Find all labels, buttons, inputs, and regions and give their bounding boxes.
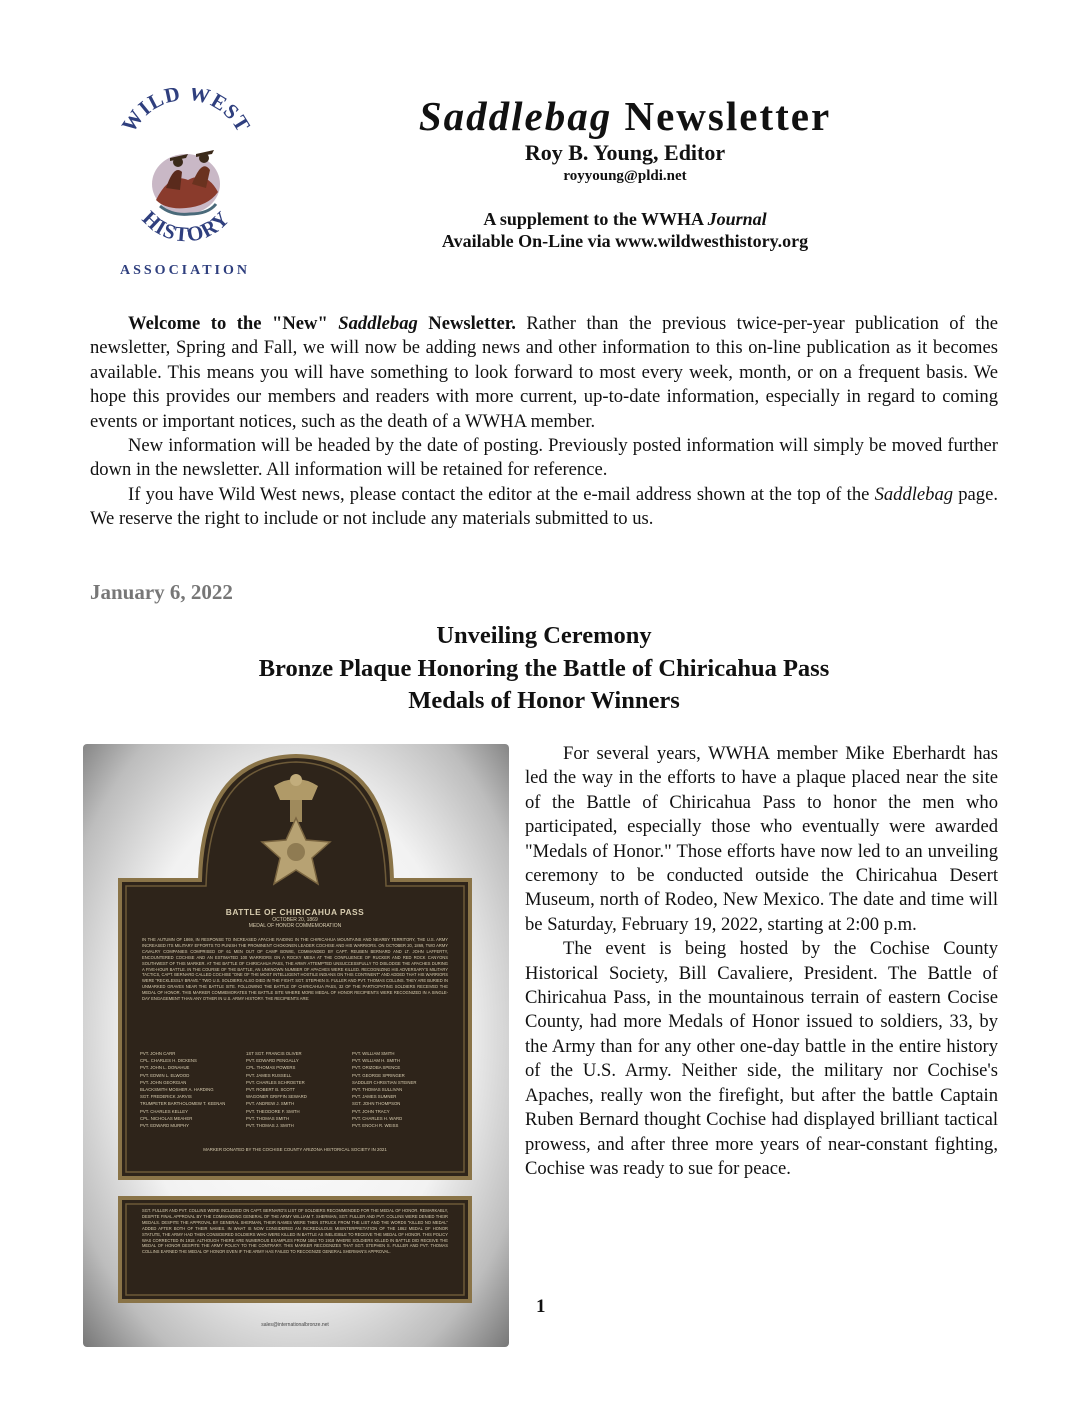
recipient-name: TRUMPETER BARTHOLOMEW T. KEENAN (140, 1101, 226, 1107)
logo-bottom-text: ASSOCIATION (120, 263, 250, 278)
page-number: 1 (536, 1296, 546, 1317)
headline-line-3: Medals of Honor Winners (408, 687, 680, 714)
intro-paragraph-2: New information will be headed by the date of posting. Previously posted information will simply be moved further down in the newsletter. All information will be retained for reference. (90, 435, 998, 481)
article-paragraph-1: For several years, WWHA member Mike Eberhardt has led the way in the efforts to have a plaque placed near the site of the Battle of Chiricahua Pass to honor the men who participated, especially those who eventually were awarded "Medals of Honor." Those efforts have now led to an unveiling ceremony to be conducted outside the Chiricahua Desert Museum, north of Rodeo, New Mexico. The date and time will be Saturday, February 19, 2022, starting at 2:00 p.m. (525, 743, 998, 935)
recipient-column-3 (352, 1050, 450, 1129)
recipient-name: BLACKSMITH MOSHER A. HARDING (140, 1087, 214, 1093)
recipient-name: PVT. JOHN CARR (140, 1051, 176, 1056)
logo-top-text: WILD WEST (116, 88, 256, 137)
plaque-donor-line: MARKER DONATED BY THE COCHISE COUNTY ARIZONA HISTORICAL SOCIETY IN 2021 (203, 1147, 387, 1152)
plaque-body-text: IN THE AUTUMN OF 1869, IN RESPONSE TO INCREASED APACHE RAIDING IN THE CHIRICAHUA MOUNTAINS AND NEARBY TERRITORY, THE U.S. ARMY INCREASED ITS MILITARY EFFORTS TO PUNISH THE PROMINENT CHOKONEN LEADER COCHISE AND HIS WARRIORS. ON OCTOBER 20, 1869, TWO ARMY CAVALRY COMPANIES COMPRISED OF 61 MEN OUT OF CAMP BOWIE, COMMANDED BY CAPT. REUBEN BERNARD AND LT. JOHN LAFFERTY, ENCOUNTERED COCHISE AND AN ESTIMATED 100 WARRIORS ON A ROCKY MESA AT THE CONFLUENCE OF RUCKER AND RED ROCK CANYONS SOUTHWEST OF THIS MARKER. AT THE BATTLE OF CHIRICAHUA PASS, THE ARMY ATTEMPTED UNSUCCESSFULLY TO DISLODGE THE APACHES DURING A FIVE-HOUR BATTLE. IN THE COURSE OF THE BATTLE, AN UNKNOWN NUMBER OF APACHES WERE KILLED. RECOGNIZING HIS ADVERSARY'S MILITARY TACTICS, CAPT. BERNARD CALLED COCHISE "ONE OF THE MOST INTELLIGENT HOSTILE INDIANS ON THIS CONTINENT" AND ADDED THAT HIS WARRIORS WERE "RECKLESSLY BRAVE." TWO U.S. SOLDIERS ALSO DIED IN THE FIGHT: SGT. STEPHEN S. FULLER AND PVT. THOMAS COLLINS. THEY ARE BURIED IN UNMARKED GRAVES NEAR THE BATTLE SITE. FOLLOWING THE BATTLE OF CHIRICAHUA PASS, 32 OF THE PARTICIPATING SOLDIERS RECEIVED THE MEDAL OF HONOR. THIS MARKER COMMEMORATES THE BATTLE SITE WHERE MORE MEDAL OF HONOR RECIPIENTS WERE RECOGNIZED IN A SINGLE-DAY ENGAGEMENT THAN ANY OTHER IN U.S. ARMY HISTORY. THE RECIPIENTS ARE: (142, 937, 448, 1002)
recipient-name: CPL. NICHOLAS MEAHER (140, 1115, 193, 1121)
recipient-name: SGT. JOHN THOMPSON (352, 1101, 401, 1107)
recipient-name: PVT. GEORGE SPRINGER (352, 1072, 405, 1078)
headline-line-2: Bronze Plaque Honoring the Battle of Chiricahua Pass (258, 654, 830, 682)
recipient-name: PVT. THEODORE F. SMITH (246, 1108, 300, 1114)
newsletter-title: Saddlebag Newsletter (418, 93, 832, 139)
recipient-name: PVT. CHARLES SCHROETER (246, 1079, 305, 1085)
recipient-column-1 (140, 1050, 238, 1129)
recipient-name: PVT. ANDREW J. SMITH (246, 1101, 295, 1107)
editor-email[interactable]: royyoung@pldi.net (563, 168, 687, 184)
headline-line-1: Unveiling Ceremony (436, 622, 652, 649)
plaque-date-block: OCTOBER 20, 1869 MEDAL OF HONOR COMMEMORATION (248, 917, 342, 929)
recipient-name: CPL. CHARLES H. DICKENS (140, 1058, 197, 1064)
recipient-name: PVT. JOHN TRACY (352, 1108, 390, 1114)
recipient-name: PVT. ORIZOBA SPENCE (352, 1065, 401, 1071)
recipient-name: PVT. EDWARD PENGALLY (246, 1058, 299, 1064)
plaque-sales-email: sales@internationalbronze.net (261, 1322, 329, 1328)
recipient-name: PVT. THOMAS SMITH (246, 1115, 290, 1121)
recipient-name: PVT. WILLIAM SMITH (352, 1051, 395, 1056)
recipient-name: PVT. EDWARD MURPHY (140, 1123, 190, 1129)
plaque-recipient-list (140, 1050, 450, 1129)
recipient-column-2 (246, 1050, 344, 1129)
recipient-name: PVT. JOHN L. DONAHUE (140, 1065, 190, 1071)
recipient-name: WAGONER GRIFFIN SEWARD (246, 1094, 307, 1100)
plaque-title: BATTLE OF CHIRICAHUA PASS (225, 907, 365, 917)
recipient-name: SADDLER CHRISTIAN STEINER (352, 1079, 417, 1085)
recipient-name: PVT. JOHN GEORGIAN (140, 1079, 187, 1085)
recipient-name: PVT. THOMAS SULLIVAN (352, 1087, 403, 1093)
recipient-name: PVT. CHARLES KELLEY (140, 1108, 189, 1114)
intro-paragraph-3: If you have Wild West news, please contact the editor at the e-mail address shown at the top of the Saddlebag page. We reserve the right to include or not include any materials submitted to us. (90, 483, 998, 530)
supplement-line: A supplement to the WWHA Journal (483, 209, 767, 229)
recipient-name: PVT. CHARLES H. WARD (352, 1115, 403, 1121)
article-body (525, 742, 998, 1181)
logo-middle-text: HISTORY (137, 205, 235, 247)
recipient-name: PVT. EDWIN L. ELWOOD (140, 1072, 190, 1078)
recipient-name: PVT. WILLIAM H. SMITH (352, 1058, 400, 1064)
recipient-name: 1ST SGT. FRANCIS OLIVER (246, 1051, 302, 1056)
recipient-name: CPL. THOMAS POWERS (246, 1065, 296, 1071)
recipient-name: PVT. ENOCH R. WEISS (352, 1123, 399, 1129)
plaque-lower-text: SGT. FULLER AND PVT. COLLINS WERE INCLUDED ON CAPT. BERNARD'S LIST OF SOLDIERS RECOMMENDED FOR THE MEDAL OF HONOR. REMARKABLY, DESPITE FINAL APPROVAL BY THE COMMANDING GENERAL OF THE ARMY WILLIAM T. SHERMAN, SGT. FULLER AND PVT. COLLINS WERE DENIED THEIR MEDALS. DESPITE THE APPROVAL BY GENERAL SHERMAN, THEIR NAMES WERE THEN STRUCK FROM THE LIST AND THE WORDS "KILLED NO MEDAL" ADDED AFTER BOTH OF THEIR NAMES. IN WHAT IS NOW CONSIDERED AN INCREDULOUS MISINTERPRETATION OF THE 1862 MEDAL OF HONOR STATUTE, THE ARMY HAD THEN CONSIDERED SOLDIERS WHO WERE KILLED IN BATTLE AS INELIGIBLE TO RECEIVE THE MEDAL OF HONOR. THIS POLICY WAS CORRECTED IN 1918. ALTHOUGH THERE ARE NUMEROUS EXAMPLES FROM 1862 TO 1918 WHERE SOLDIERS KILLED IN BATTLE DID RECEIVE THE MEDAL OF HONOR DESPITE THE ARMY POLICY TO THE CONTRARY. THIS MARKER RECOGNIZES THAT SGT. STEPHEN S. FULLER AND PVT. THOMAS COLLINS EARNED THE MEDAL OF HONOR EVEN IF THE ARMY HAS FAILED TO RECOGNIZE GENERAL SHERMAN'S APPROVAL. (142, 1208, 448, 1255)
online-link-line[interactable]: Available On-Line via www.wildwesthistory.org (441, 231, 809, 251)
recipient-name: PVT. ROBERT B. SCOTT (246, 1087, 296, 1093)
recipient-name: PVT. JAMES RUSSELL (246, 1072, 292, 1078)
recipient-name: SGT. FREDERICK JARVIS (140, 1094, 192, 1100)
editor-name: Roy B. Young, Editor (524, 140, 726, 165)
recipient-name: PVT. JAMES SUMNER (352, 1094, 397, 1100)
article-paragraph-2: The event is being hosted by the Cochise County Historical Society, Bill Cavaliere, President. The Battle of Chiricahua Pass, in the mountainous terrain of eastern Cocise County, had more Medals of Honor issued to soldiers, 33, by the Army than for any other one-day battle in the entire history of the U.S. Army. Neither side, the military nor Cochise's Apaches, really won the firefight, but after the battle Captain Ruben Bernard thought Cochise had displayed brilliant tactical prowess, and after three more years of near-constant fighting, Cochise was ready to sue for peace. (525, 938, 998, 1179)
recipient-name: PVT. THOMAS J. SMITH (246, 1123, 294, 1129)
post-date: January 6, 2022 (90, 580, 233, 604)
intro-paragraph-1: Welcome to the "New" Saddlebag Newsletter. Rather than the previous twice-per-year publication of the newsletter, Spring and Fall, we will now be adding news and other information to this on-line publication as it becomes available. This means you will have something to look forward to most every week, month, or on a frequent basis. We hope this provides our members and readers with more current, up-to-date information, especially in regard to coming events or important notices, such as the death of a WWHA member. (90, 313, 999, 432)
